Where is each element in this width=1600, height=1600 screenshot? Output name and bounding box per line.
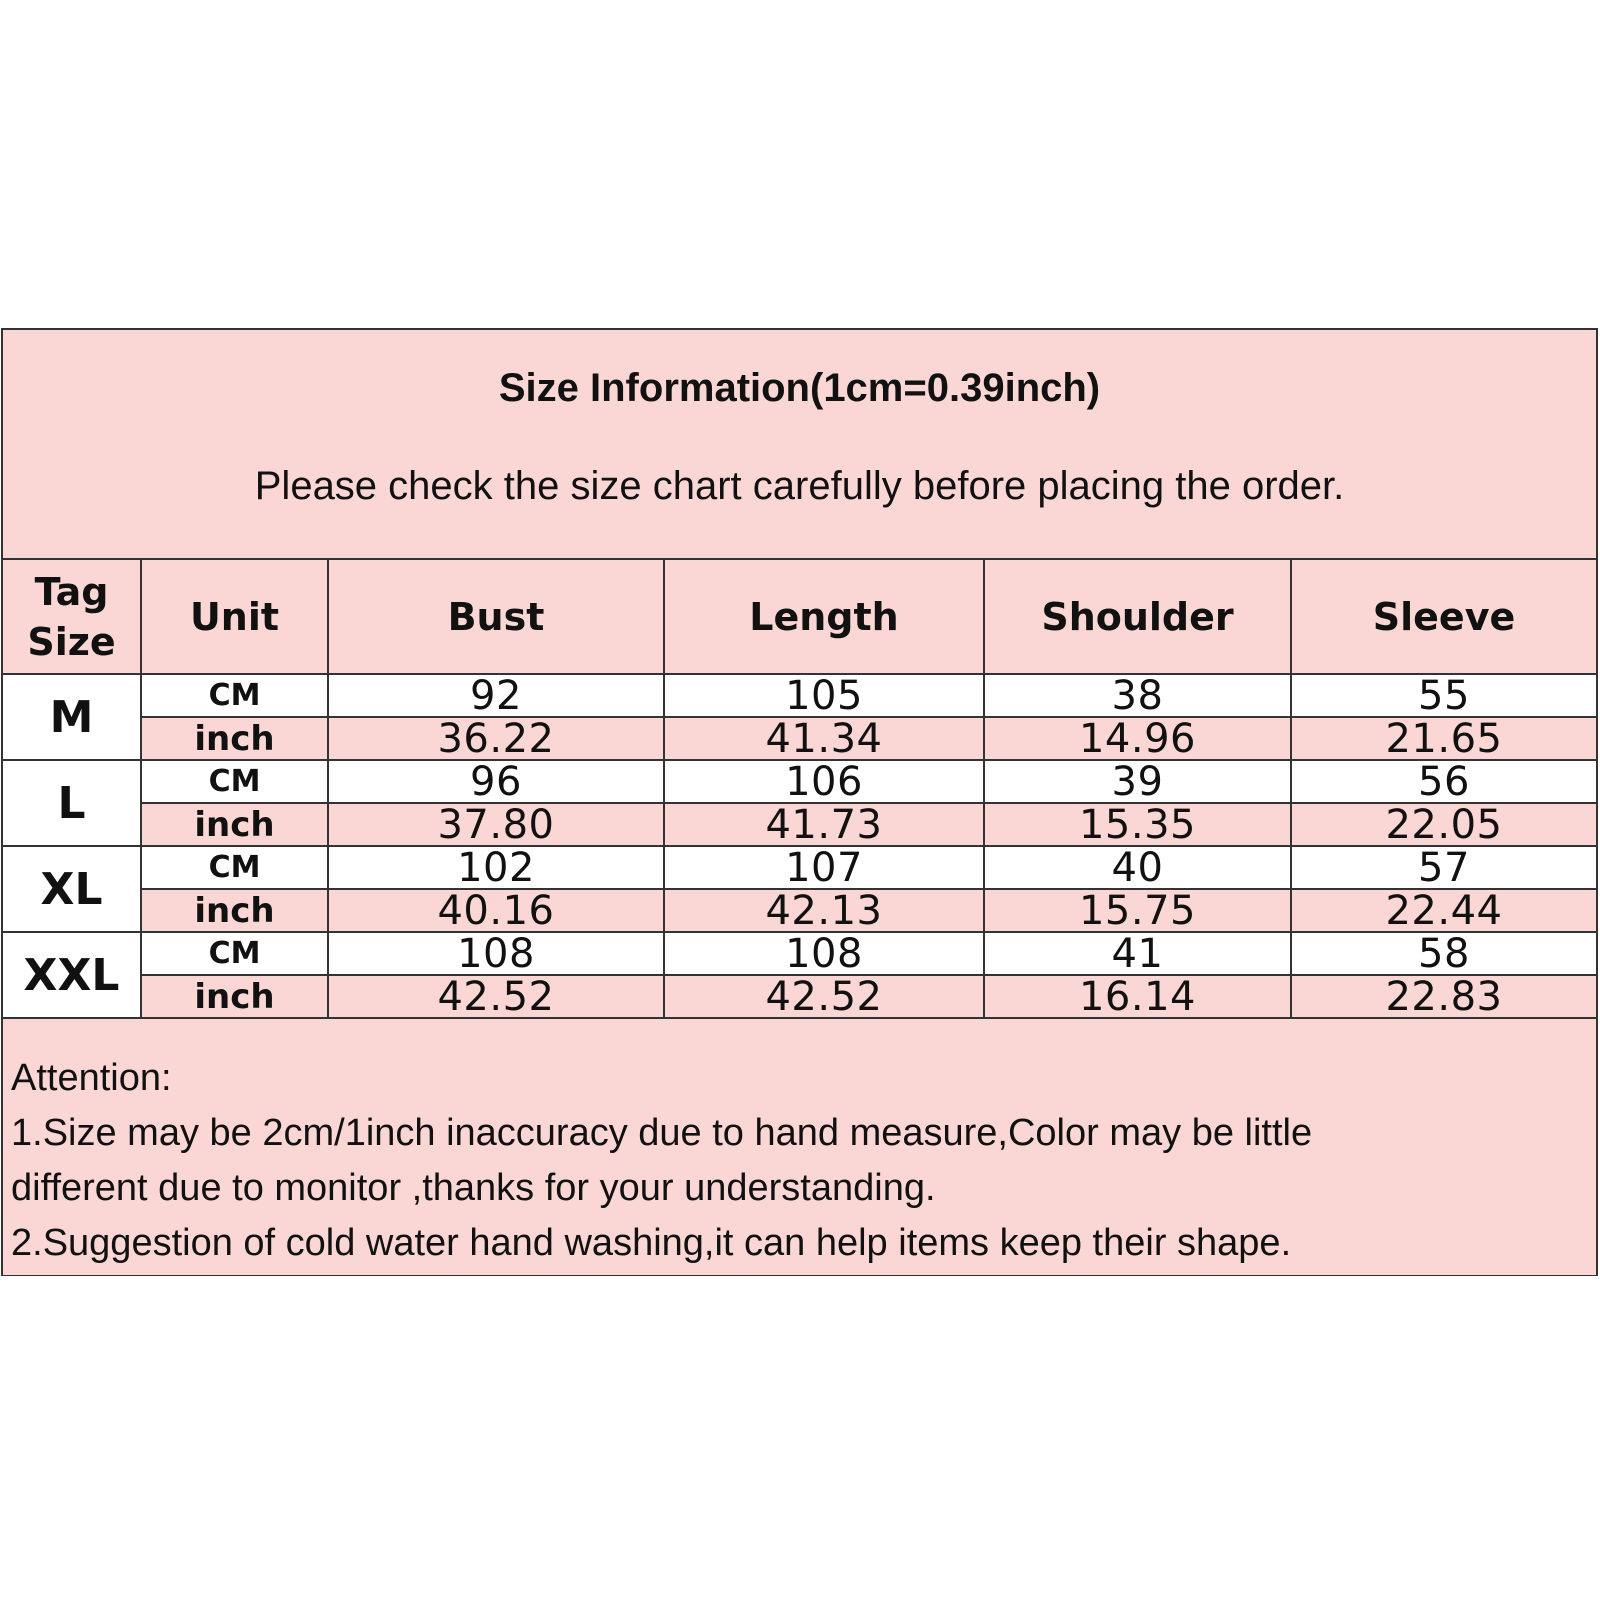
sleeve-value: 56: [1291, 760, 1596, 803]
table-row: [3, 932, 1596, 975]
unit-label: inch: [141, 889, 328, 932]
table-row: [3, 975, 1596, 1018]
table-row: [3, 717, 1596, 760]
chart-header: [3, 330, 1596, 560]
size-label: XL: [3, 846, 141, 932]
size-label: XXL: [3, 932, 141, 1018]
table-row: [3, 846, 1596, 889]
notes-line-3: 2.Suggestion of cold water hand washing,it can help items keep their shape.: [11, 1222, 1292, 1264]
bust-value: 40.16: [328, 889, 664, 932]
sleeve-value: 22.83: [1291, 975, 1596, 1018]
shoulder-value: 39: [984, 760, 1291, 803]
header-shoulder: Shoulder: [984, 560, 1291, 674]
length-value: 41.73: [664, 803, 984, 846]
sleeve-value: 22.05: [1291, 803, 1596, 846]
shoulder-value: 38: [984, 674, 1291, 717]
shoulder-value: 14.96: [984, 717, 1291, 760]
table-row: [3, 889, 1596, 932]
notes-line-1: 1.Size may be 2cm/1inch inaccuracy due to hand measure,Color may be little: [11, 1112, 1313, 1154]
size-table: [3, 560, 1596, 1019]
bust-value: 36.22: [328, 717, 664, 760]
table-row: [3, 674, 1596, 717]
notes-heading: Attention:: [11, 1057, 172, 1099]
length-value: 41.34: [664, 717, 984, 760]
header-unit: Unit: [141, 560, 328, 674]
bust-value: 42.52: [328, 975, 664, 1018]
size-label: L: [3, 760, 141, 846]
length-value: 42.52: [664, 975, 984, 1018]
shoulder-value: 40: [984, 846, 1291, 889]
bust-value: 108: [328, 932, 664, 975]
header-length: Length: [664, 560, 984, 674]
attention-notes: [3, 1019, 1596, 1275]
table-header-row: [3, 560, 1596, 674]
header-tag-size-line1: Tag: [34, 569, 109, 614]
sleeve-value: 55: [1291, 674, 1596, 717]
header-sleeve: Sleeve: [1291, 560, 1596, 674]
chart-subtitle: Please check the size chart carefully before placing the order.: [254, 464, 1345, 508]
length-value: 42.13: [664, 889, 984, 932]
size-label: M: [3, 674, 141, 760]
header-tag-size-line2: Size: [27, 619, 116, 664]
unit-label: CM: [141, 760, 328, 803]
unit-label: inch: [141, 803, 328, 846]
length-value: 105: [664, 674, 984, 717]
table-row: [3, 803, 1596, 846]
sleeve-value: 21.65: [1291, 717, 1596, 760]
sleeve-value: 57: [1291, 846, 1596, 889]
sleeve-value: 58: [1291, 932, 1596, 975]
shoulder-value: 41: [984, 932, 1291, 975]
chart-title: Size Information(1cm=0.39inch): [498, 366, 1101, 410]
header-bust: Bust: [328, 560, 664, 674]
bust-value: 102: [328, 846, 664, 889]
shoulder-value: 16.14: [984, 975, 1291, 1018]
length-value: 108: [664, 932, 984, 975]
sleeve-value: 22.44: [1291, 889, 1596, 932]
unit-label: CM: [141, 846, 328, 889]
header-tag-size: [3, 560, 141, 674]
length-value: 106: [664, 760, 984, 803]
bust-value: 92: [328, 674, 664, 717]
bust-value: 37.80: [328, 803, 664, 846]
length-value: 107: [664, 846, 984, 889]
unit-label: inch: [141, 717, 328, 760]
bust-value: 96: [328, 760, 664, 803]
table-row: [3, 760, 1596, 803]
unit-label: CM: [141, 932, 328, 975]
unit-label: CM: [141, 674, 328, 717]
unit-label: inch: [141, 975, 328, 1018]
size-chart: [1, 328, 1598, 1276]
notes-line-2: different due to monitor ,thanks for your understanding.: [11, 1167, 936, 1209]
shoulder-value: 15.75: [984, 889, 1291, 932]
shoulder-value: 15.35: [984, 803, 1291, 846]
